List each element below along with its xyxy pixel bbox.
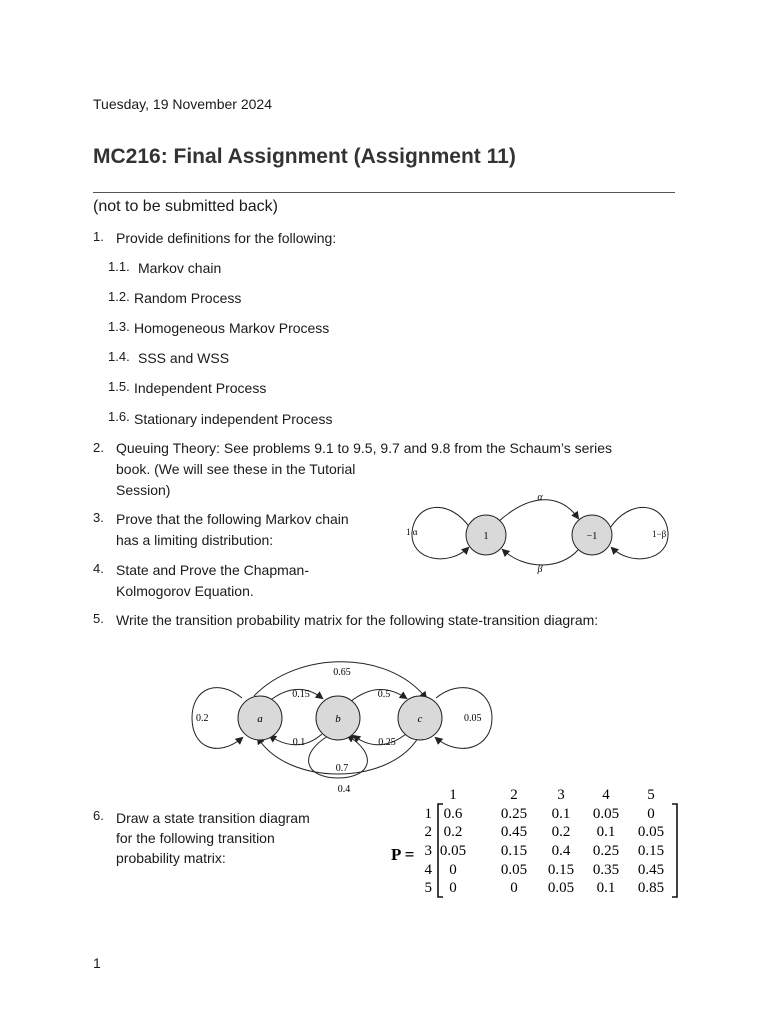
matrix-cell: 0.45 [637,862,665,878]
matrix-row-header: 4 [424,862,432,878]
state-label: 1 [483,531,489,542]
q5-text: Write the transition probability matrix for the following state-transition diagram: [116,612,599,628]
matrix-cell: 0.05 [592,806,620,822]
matrix-cell: 0 [510,880,518,896]
transition-label: β [537,564,543,574]
q1-item-text: Stationary independent Process [134,411,333,427]
matrix-right-bracket [672,804,677,897]
matrix-cell: 0.4 [551,843,571,859]
q1-number: 1. [93,229,104,244]
matrix-cell: 0.1 [551,806,571,822]
q1-item-number: 1.4. [108,349,130,364]
transition-label: 0.1 [292,737,306,748]
q6-number: 6. [93,808,104,823]
matrix-cell: 0.15 [547,862,575,878]
matrix-cell: 0.6 [443,806,463,822]
q4-line: Kolmogorov Equation. [116,583,254,599]
document-subtitle: (not to be submitted back) [93,198,278,215]
q4-number: 4. [93,561,104,576]
matrix-cell: 0.1 [596,880,616,896]
q1-item-text: Random Process [134,290,242,306]
matrix-cell: 0 [449,862,457,878]
q3-line: Prove that the following Markov chain [116,511,349,527]
matrix-cell: 0.05 [439,843,467,859]
matrix-cell: 0.05 [637,824,665,840]
matrix-cell: 0.35 [592,862,620,878]
transition-label: 0.15 [292,689,310,700]
matrix-row-header: 1 [424,806,432,822]
loop-label: 1 α [406,527,418,537]
matrix-cell: 0.2 [443,824,463,840]
matrix-cell: 0.15 [637,843,665,859]
title-divider [93,192,675,193]
matrix-cell: 0.05 [500,862,528,878]
document-date: Tuesday, 19 November 2024 [93,96,272,112]
q6-line: for the following transition [116,830,275,846]
q6-line: probability matrix: [116,850,226,866]
three-state-markov-diagram [188,658,498,798]
matrix-row-header: 2 [424,824,432,840]
matrix-column-header: 2 [510,787,518,803]
page-number: 1 [93,955,101,971]
transition-matrix [385,780,695,902]
transition-label: 0.5 [377,689,391,700]
q1-item-text: Homogeneous Markov Process [134,320,330,336]
state-label: b [335,713,341,725]
q1-item-number: 1.2. [108,289,130,304]
q1-item-number: 1.3. [108,319,130,334]
matrix-cell: 0.05 [547,880,575,896]
q2-line: Session) [116,482,171,498]
matrix-cell: 0.2 [551,824,571,840]
q4-line: State and Prove the Chapman- [116,562,310,578]
matrix-cell: 0.25 [500,806,528,822]
state-label: c [417,713,423,725]
state-label: −1 [586,531,598,542]
matrix-cell: 0.25 [592,843,620,859]
transition-label: 0.7 [335,763,349,774]
transition-label: 0.2 [196,713,209,724]
document-title: MC216: Final Assignment (Assignment 11) [93,145,516,168]
matrix-column-header: 4 [602,787,610,803]
q1-text: Provide definitions for the following: [116,230,337,246]
transition-label: 0.05 [464,713,482,724]
q2-line: book. (We will see these in the Tutorial [116,461,356,477]
state-label: a [257,713,263,725]
q5-number: 5. [93,611,104,626]
matrix-cell: 0.15 [500,843,528,859]
q1-item-text: SSS and WSS [138,350,230,366]
matrix-row-header: 3 [424,843,432,859]
q2-number: 2. [93,440,104,455]
q1-item-number: 1.6. [108,409,130,424]
q1-item-number: 1.1. [108,259,130,274]
transition-label: 0.65 [333,667,351,678]
q3-line: has a limiting distribution: [116,532,274,548]
two-state-markov-diagram [400,488,680,574]
matrix-cell: 0 [449,880,457,896]
matrix-symbol: P = [391,845,415,864]
matrix-column-header: 5 [647,787,655,803]
loop-label: 1−β [652,529,667,539]
q1-item-number: 1.5. [108,379,130,394]
matrix-cell: 0.85 [637,880,665,896]
transition-label: 0.25 [378,737,396,748]
matrix-row-header: 5 [424,880,432,896]
matrix-cell: 0.1 [596,824,616,840]
q1-item-text: Markov chain [138,260,222,276]
transition-label: 0.4 [337,784,351,795]
matrix-column-header: 1 [449,787,457,803]
q1-item-text: Independent Process [134,380,267,396]
transition-label: α [537,492,543,503]
matrix-cell: 0.45 [500,824,528,840]
q6-line: Draw a state transition diagram [116,810,310,826]
matrix-column-header: 3 [557,787,565,803]
q2-line: Queuing Theory: See problems 9.1 to 9.5, 9.7 and 9.8 from the Schaum’s series [116,440,612,456]
matrix-cell: 0 [647,806,655,822]
q3-number: 3. [93,510,104,525]
